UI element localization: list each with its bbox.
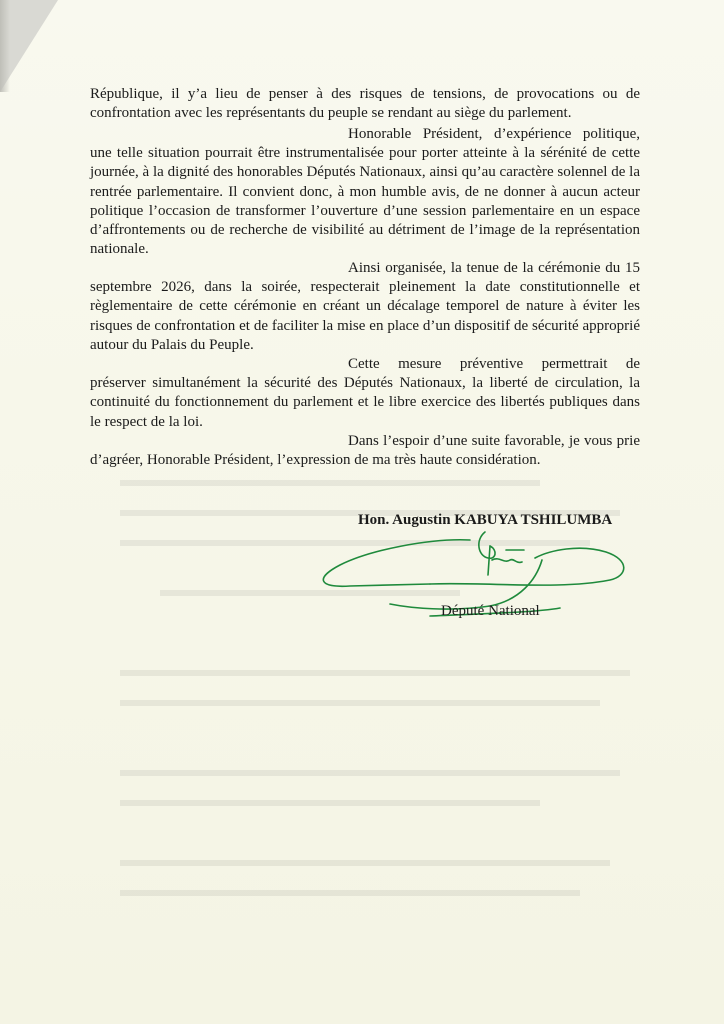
paragraph-4-text: Cette mesure préventive permettrait de préserver simultanément la sécurité des Députés Nationaux, la liberté de circulation, la continuité du fonctionnement du parlement et le libre exercice des libertés publiques dans le respect de la loi. bbox=[90, 356, 640, 430]
paragraph-4 bbox=[90, 355, 640, 432]
paragraph-5 bbox=[90, 432, 640, 470]
paragraph-1 bbox=[90, 85, 640, 123]
paragraph-5-text: Dans l’espoir d’une suite favorable, je vous prie d’agréer, Honorable Président, l’expression de ma très haute considération. bbox=[90, 433, 640, 469]
folded-corner-shadow bbox=[0, 0, 10, 92]
paragraph-1-text: République, il y’a lieu de penser à des risques de tensions, de provocations ou de confrontation avec les représentants du peuple se rendant au siège du parlement. bbox=[90, 86, 640, 122]
paragraph-3 bbox=[90, 259, 640, 355]
paragraph-3-text: Ainsi organisée, la tenue de la cérémonie du 15 septembre 2026, dans la soirée, respecterait pleinement la date constitutionnelle et règlementaire de cette cérémonie en créant un décalage temporel de nature à éviter les risques de confrontation et de faciliter la mise en place d’un dispositif de sécurité approprié autour du Palais du Peuple. bbox=[90, 260, 640, 353]
signer-title: Député National bbox=[441, 603, 540, 619]
signer-name: Hon. Augustin KABUYA TSHILUMBA bbox=[358, 512, 613, 528]
paragraph-2-text: Honorable Président, d’expérience politique, une telle situation pourrait être instrumentalisée pour porter atteinte à la sérénité de cette journée, à la dignité des honorables Députés Nationaux, ainsi qu’au caractère solennel de la rentrée parlementaire. Il convient donc, à mon humble avis, de ne donner à aucun acteur politique l’occasion de transformer l’ouverture d’une session parlementaire en un espace d’affrontements ou de recherche de visibilité au détriment de l’image de la représentation nationale. bbox=[90, 126, 640, 258]
paragraph-2 bbox=[90, 125, 640, 259]
